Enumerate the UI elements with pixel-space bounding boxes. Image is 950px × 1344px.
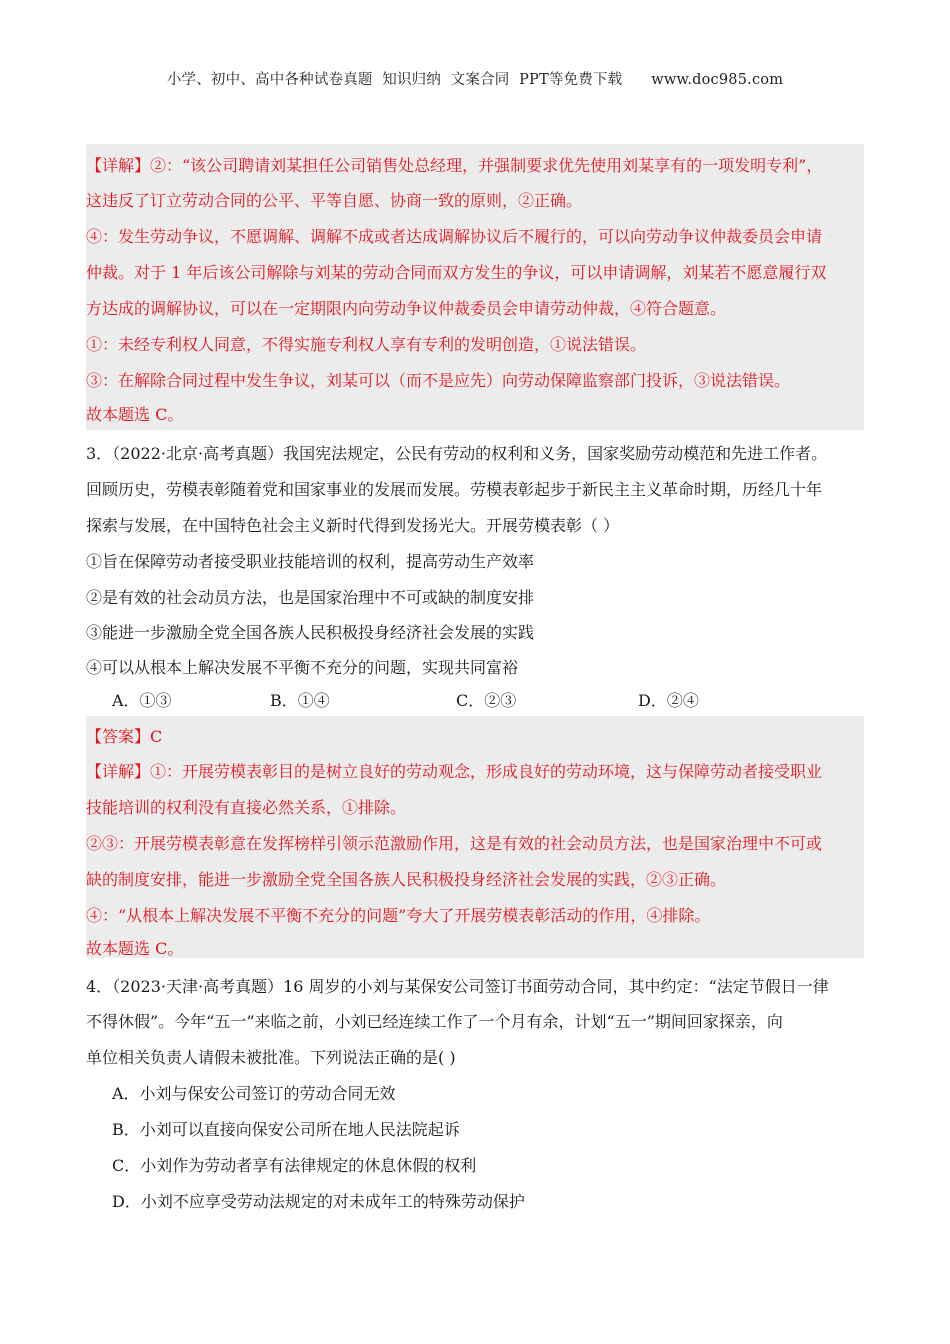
q2-explanation-line: ④：发生劳动争议，不愿调解、调解不成或者达成调解协议后不履行的，可以向劳动争议仲裁委员会申请: [86, 227, 823, 246]
page-header: 小学、初中、高中各种试卷真题 知识归纳 文案合同 PPT等免费下载 www.doc985.com: [166, 72, 784, 88]
q3-explanation-line: ②③：开展劳模表彰意在发挥榜样引领示范激励作用，这是有效的社会动员方法，也是国家治理中不可或: [86, 834, 823, 853]
q3-explanation-line: ④：“从根本上解决发展不平衡不充分的问题”夸大了开展劳模表彰活动的作用，④排除。: [86, 906, 711, 925]
q4-option-d: D．小刘不应享受劳动法规定的对未成年工的特殊劳动保护: [112, 1192, 525, 1211]
q4-option-b: B．小刘可以直接向保安公司所在地人民法院起诉: [112, 1120, 460, 1139]
q4-stem-line: 不得休假”。今年“五一”来临之前，小刘已经连续工作了一个月有余，计划“五一”期间回家探亲，向: [86, 1012, 783, 1031]
q3-item: ③能进一步激励全党全国各族人民积极投身经济社会发展的实践: [86, 623, 535, 642]
q4-option-a: A．小刘与保安公司签订的劳动合同无效: [112, 1084, 396, 1103]
q3-explanation-line: 【详解】①：开展劳模表彰目的是树立良好的劳动观念，形成良好的劳动环境，这与保障劳动者接受职业: [86, 762, 823, 781]
q3-item: ④可以从根本上解决发展不平衡不充分的问题，实现共同富裕: [86, 658, 519, 677]
q3-answer: 【答案】C: [86, 727, 163, 746]
q3-conclusion: 故本题选 C。: [86, 939, 184, 958]
q2-explanation-line: ①：未经专利权人同意，不得实施专利权人享有专利的发明创造，①说法错误。: [86, 335, 647, 354]
q2-conclusion: 故本题选 C。: [86, 405, 184, 424]
q3-stem-line: 探索与发展，在中国特色社会主义新时代得到发扬光大。开展劳模表彰（ ）: [86, 516, 620, 535]
q3-stem-line: 3．（2022·北京·高考真题）我国宪法规定，公民有劳动的权利和义务，国家奖励劳动模范和先进工作者。: [86, 444, 828, 463]
q3-option-d: D．②④: [638, 691, 699, 710]
q2-explanation-line: ③：在解除合同过程中发生争议，刘某可以（而不是应先）向劳动保障监察部门投诉，③说法错误。: [86, 371, 791, 390]
q4-option-c: C．小刘作为劳动者享有法律规定的休息休假的权利: [112, 1156, 477, 1175]
q4-stem-line: 单位相关负责人请假未被批准。下列说法正确的是( ): [86, 1048, 456, 1067]
q2-explanation-line: 【详解】②：“该公司聘请刘某担任公司销售处总经理，并强制要求优先使用刘某享有的一项发明专利”，: [86, 156, 823, 175]
q2-explanation-line: 方达成的调解协议，可以在一定期限内向劳动争议仲裁委员会申请劳动仲裁，④符合题意。: [86, 299, 727, 318]
q3-explanation-line: 技能培训的权利没有直接必然关系，①排除。: [86, 798, 407, 817]
q2-explanation-line: 仲裁。对于 1 年后该公司解除与刘某的劳动合同而双方发生的争议，可以申请调解，刘某若不愿意履行双: [86, 263, 827, 282]
q3-option-a: A．①③: [112, 691, 172, 710]
q3-item: ②是有效的社会动员方法，也是国家治理中不可或缺的制度安排: [86, 588, 535, 607]
q3-option-c: C．②③: [456, 691, 517, 710]
q2-explanation-line: 这违反了订立劳动合同的公平、平等自愿、协商一致的原则，②正确。: [86, 191, 583, 210]
q3-stem-line: 回顾历史，劳模表彰随着党和国家事业的发展而发展。劳模表彰起步于新民主主义革命时期，历经几十年: [86, 480, 823, 499]
q3-option-b: B．①④: [270, 691, 330, 710]
q3-explanation-line: 缺的制度安排，能进一步激励全党全国各族人民积极投身经济社会发展的实践，②③正确。: [86, 870, 727, 889]
q4-stem-line: 4．（2023·天津·高考真题）16 周岁的小刘与某保安公司签订书面劳动合同，其中约定：“法定节假日一律: [86, 977, 829, 996]
q3-item: ①旨在保障劳动者接受职业技能培训的权利，提高劳动生产效率: [86, 552, 535, 571]
